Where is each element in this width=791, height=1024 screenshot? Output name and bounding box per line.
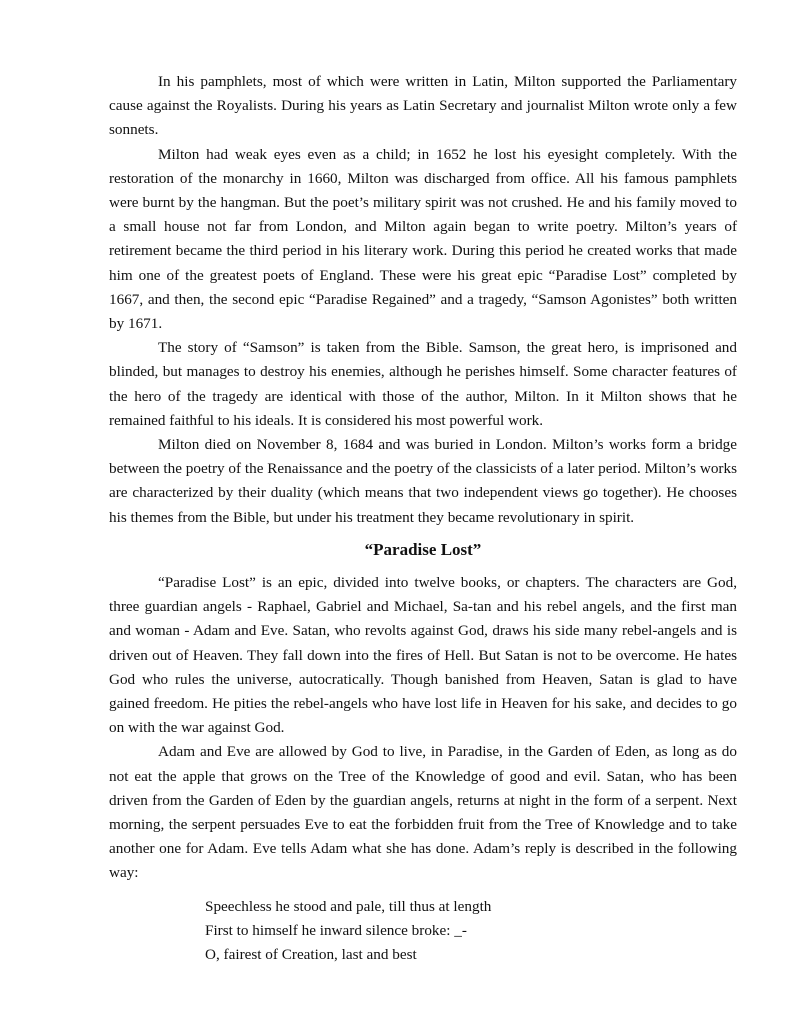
body-text-section-2 bbox=[109, 571, 737, 886]
paragraph-pamphlets: In his pamphlets, most of which were written in Latin, Milton supported the Parliamentary cause against the Royalists. During his years as Latin Secretary and journalist Milton wrote only a few sonnets. bbox=[109, 73, 737, 139]
verse-line: First to himself he inward silence broke: _- bbox=[205, 922, 467, 940]
paragraph-samson: The story of “Samson” is taken from the Bible. Samson, the great hero, is imprisoned and blinded, but manages to destroy his enemies, although he perishes himself. Some character features of the hero of the tragedy are identical with those of the author, Milton. In it Milton shows that he remained faithful to his ideals. It is considered his most powerful work. bbox=[109, 339, 737, 429]
body-text-section-1 bbox=[109, 70, 737, 530]
paragraph-epic-overview: “Paradise Lost” is an epic, divided into twelve books, or chapters. The characters are God, three guardian angels - Raphael, Gabriel and Michael, Sa-tan and his rebel angels, and the first man and woman - Adam and Eve. Satan, who revolts against God, draws his side many rebel-angels and is driven out of Heaven. They fall down into the fires of Hell. But Satan is not to be overcome. He hates God who rules the universe, autocratically. Though banished from Heaven, Satan is glad to have gained freedom. He pities the rebel-angels who have lost life in Heaven for his sake, and decides to go on with the war against God. bbox=[109, 574, 737, 737]
verse-line: Speechless he stood and pale, till thus at length bbox=[205, 898, 492, 915]
verse-line: O, fairest of Creation, last and best bbox=[205, 946, 417, 964]
paragraph-death: Milton died on November 8, 1684 and was buried in London. Milton’s works form a bridge between the poetry of the Renaissance and the poetry of the classicists of a later period. Milton’s works are characterized by their duality (which means that two independent views go together). He chooses his themes from the Bible, but under his treatment they became revolutionary in spirit. bbox=[109, 436, 737, 526]
verse-quote bbox=[205, 895, 491, 968]
paragraph-eyesight: Milton had weak eyes even as a child; in 1652 he lost his eyesight completely. With the restoration of the monarchy in 1660, Milton was discharged from office. All his famous pamphlets were burnt by the hangman. But the poet’s military spirit was not crushed. He and his family moved to a small house not far from London, and Milton again began to write poetry. Milton’s years of retirement became the third period in his literary work. During this period he created works that made him one of the greatest poets of England. These were his great epic “Paradise Lost” completed by 1667, and then, the second epic “Paradise Regained” and a tragedy, “Samson Agonistes” both written by 1671. bbox=[109, 145, 737, 333]
paragraph-adam-eve: Adam and Eve are allowed by God to live, in Paradise, in the Garden of Eden, as long as do not eat the apple that grows on the Tree of the Knowledge of good and evil. Satan, who has been driven from the Garden of Eden by the guardian angels, returns at night in the form of a serpent. Next morning, the serpent persuades Eve to eat the forbidden fruit from the Tree of Knowledge and to take another one for Adam. Eve tells Adam what she has done. Adam’s reply is described in the following way: bbox=[109, 743, 737, 882]
section-heading: “Paradise Lost” bbox=[364, 540, 482, 559]
